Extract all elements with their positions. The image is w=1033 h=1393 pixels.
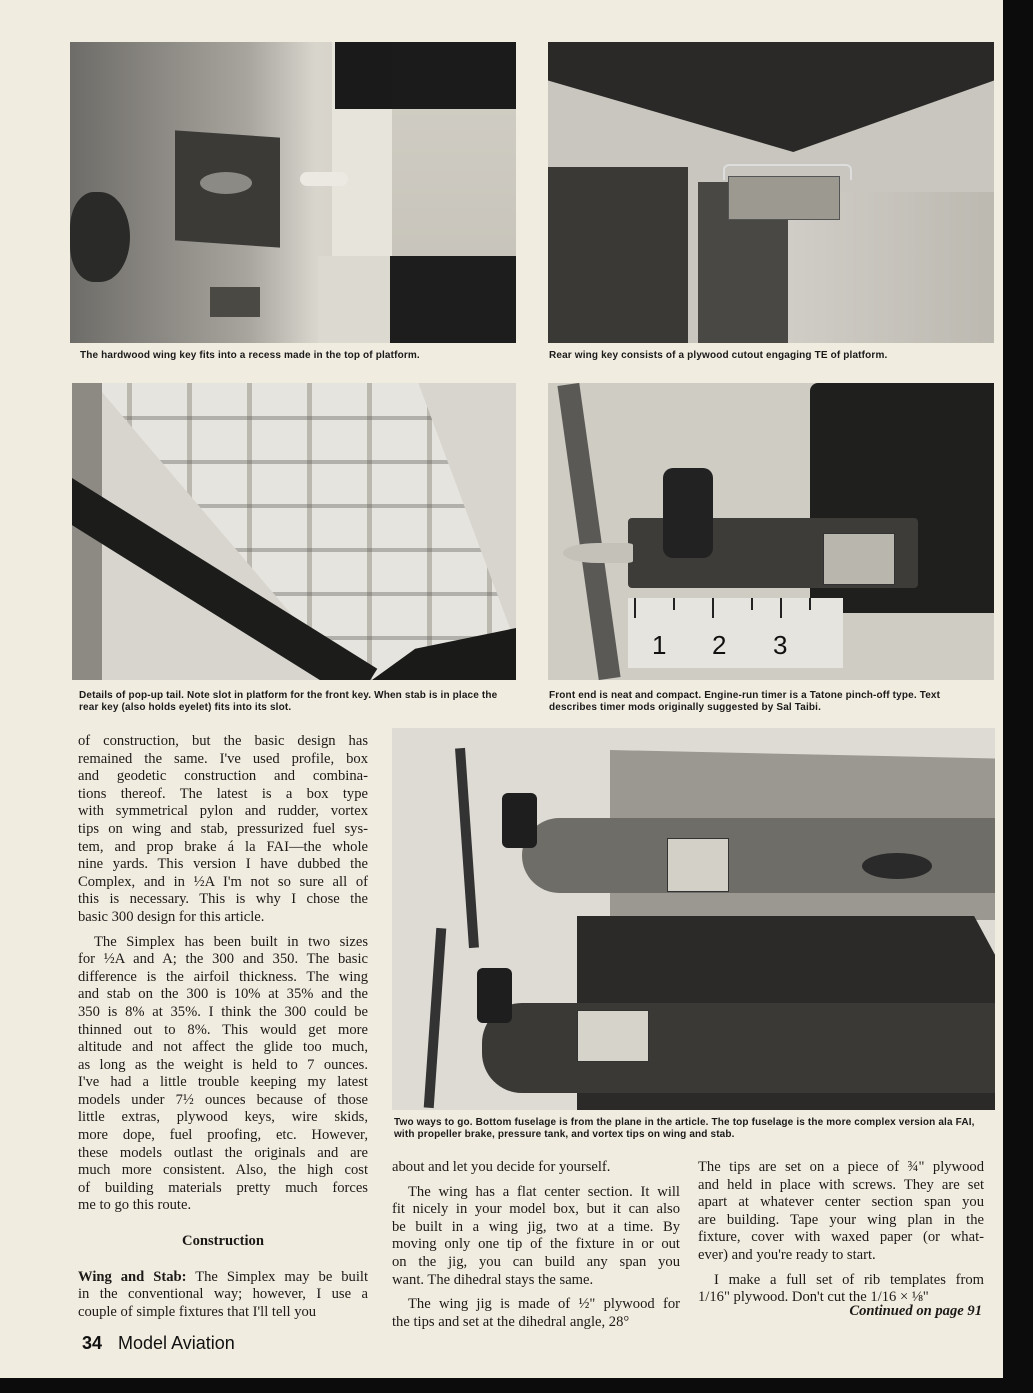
text-line: 350 is 8% at 35%. I think the 300 could be — [78, 1003, 368, 1020]
photo-caption: Two ways to go. Bottom fuselage is from the plane in the article. The top fuselage is the more complex version ala FAI, with propeller brake, pressure tank, and vortex tips on wing and stab. — [394, 1117, 975, 1140]
text-line: The wing has a flat center section. It will — [408, 1183, 680, 1200]
text-line: nine yards. This version I have dubbed the — [78, 856, 368, 873]
text-line: and held in place with screws. They are set — [698, 1176, 984, 1193]
text-line: and stab on the 300 is 10% at 35% and the — [78, 986, 368, 1003]
text-line: tions thereof. The latest is a box type — [78, 785, 368, 802]
photo-two-fuselages — [392, 728, 995, 1110]
text-line: much more consistent. Also, the high cost — [78, 1162, 368, 1179]
text-line: I make a full set of rib templates from — [714, 1271, 984, 1288]
text-line: tem, and prop brake á la FAI—the whole — [78, 838, 368, 855]
text-line: want. The dihedral stays the same. — [392, 1271, 594, 1288]
text-line: altitude and not affect the glide too much, — [78, 1039, 368, 1056]
photo-caption: Front end is neat and compact. Engine-run timer is a Tatone pinch-off type. Text describes timer mods originally suggested by Sal Taibi. — [549, 690, 941, 713]
text-line: moving only one tip of the fixture in or out — [392, 1236, 680, 1253]
photo-caption: Rear wing key consists of a plywood cutout engaging TE of platform. — [549, 350, 888, 361]
ruler-label: 1 — [652, 630, 667, 660]
text-line: couple of simple fixtures that I'll tell you — [78, 1303, 317, 1320]
text-line: I've had a little trouble keeping my latest — [78, 1074, 368, 1091]
text-line: The wing jig is made of ½" plywood for — [408, 1296, 680, 1313]
text-line: models under 7½ ounces because of those — [78, 1091, 368, 1108]
text-line: apart at whatever center section span you — [698, 1194, 984, 1211]
text-line: on the jig, you can build any span you — [392, 1253, 680, 1270]
text-line — [78, 1269, 368, 1287]
text-line: me to go this route. — [78, 1197, 192, 1214]
text-line: more dope, fuel proofing, etc. However, — [78, 1127, 368, 1144]
photo-pop-up-tail — [72, 383, 516, 680]
article-column-right — [698, 1159, 984, 1307]
text-line: and geodetic construction and combina- — [78, 768, 368, 785]
text-line: of construction, but the basic design has — [78, 733, 368, 749]
text-line: for ½A and A; the 300 and 350. The basic — [78, 951, 368, 968]
text-line: this is necessary. This is why I chose the — [78, 891, 368, 908]
photo-wing-key-recess — [70, 42, 516, 343]
article-column-middle — [392, 1159, 680, 1331]
text-line: little extras, plywood keys, wire skids, — [78, 1109, 368, 1126]
ruler — [628, 598, 843, 668]
text-line: are building. Tape your wing plan in the — [698, 1211, 984, 1228]
section-heading: Construction — [182, 1233, 264, 1250]
page-number: 34 — [82, 1333, 103, 1353]
continued-note: Continued on page 91 — [849, 1303, 982, 1319]
text-line: of building materials pretty much forces — [78, 1179, 368, 1196]
photo-rear-wing-key — [548, 42, 994, 343]
ruler-label: 3 — [773, 630, 788, 660]
ruler-label: 2 — [712, 630, 727, 660]
text-line: 1/16" plywood. Don't cut the 1/16 × ⅛" — [698, 1289, 929, 1306]
text-line: ever) and you're ready to start. — [698, 1246, 876, 1263]
text-line: the tips and set at the dihedral angle, 28° — [392, 1313, 630, 1330]
text-line: fixture, cover with waxed paper (or what- — [698, 1229, 984, 1246]
run-in-heading: Wing and Stab: — [78, 1268, 187, 1285]
text-line: with symmetrical pylon and rudder, vortex — [78, 803, 368, 820]
text-line: these models outlast the originals and are — [78, 1144, 368, 1161]
text-line: tips on wing and stab, pressurized fuel sys- — [78, 820, 368, 837]
text-line: Complex, and in ½A I'm not so sure all of — [78, 873, 368, 890]
text-line: remained the same. I've used profile, box — [78, 750, 368, 767]
photo-caption: Details of pop-up tail. Note slot in platform for the front key. When stab is in place the rear key (also holds eyelet) fits into its slot. — [79, 690, 498, 713]
page-footer — [82, 1333, 235, 1354]
text-line: basic 300 design for this article. — [78, 908, 265, 925]
text-line: be built in a wing jig, two at a time. By — [392, 1218, 680, 1235]
text-line: as long as the weight is held to 7 ounces. — [78, 1056, 368, 1073]
text-line: difference is the airfoil thickness. The wing — [78, 968, 368, 985]
article-column-left — [78, 733, 368, 1321]
text-line: fit nicely in your model box, but it can also — [392, 1201, 680, 1218]
photo-caption: The hardwood wing key fits into a recess made in the top of platform. — [80, 350, 420, 361]
text-run: The Simplex may be built — [186, 1268, 369, 1285]
text-line: in the conventional way; however, I use a — [78, 1286, 368, 1303]
magazine-name: Model Aviation — [118, 1333, 235, 1353]
text-line: The tips are set on a piece of ¾" plywood — [698, 1159, 984, 1175]
text-line: about and let you decide for yourself. — [392, 1159, 611, 1175]
text-line: thinned out to 8%. This would get more — [78, 1021, 368, 1038]
text-line: The Simplex has been built in two sizes — [94, 933, 368, 950]
